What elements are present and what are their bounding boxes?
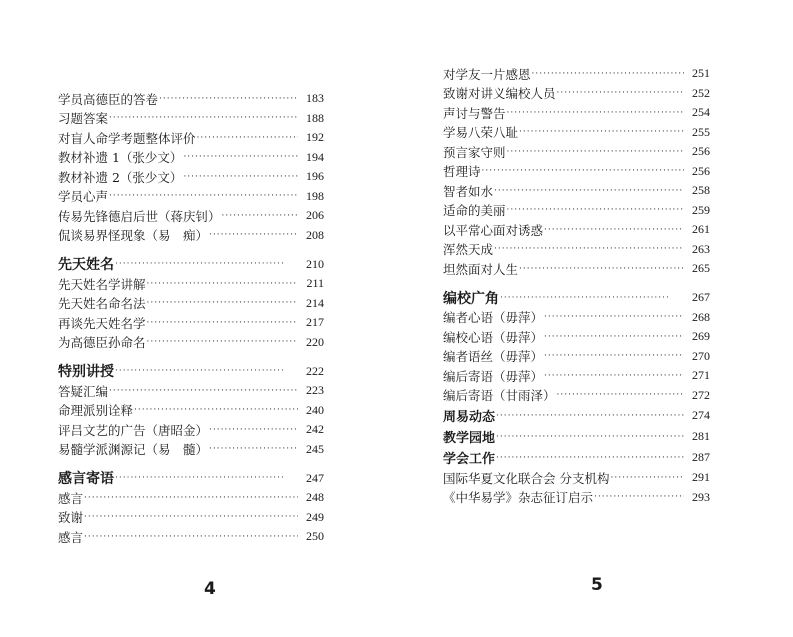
toc-entry-page: 240 — [306, 402, 324, 417]
toc-entry-page: 287 — [692, 450, 710, 464]
dot-leader — [544, 351, 684, 361]
toc-entry-title: 先天姓名学讲解 — [58, 276, 146, 292]
toc-entry — [58, 187, 324, 207]
toc-entry-page: 281 — [692, 429, 710, 443]
dot-leader — [147, 337, 298, 347]
toc-entry-page: 210 — [306, 256, 324, 271]
toc-entry — [443, 468, 710, 488]
dot-leader — [115, 473, 284, 483]
toc-entry-title: 智者如水 — [443, 183, 494, 199]
toc-entry-page: 258 — [692, 183, 710, 198]
dot-leader — [507, 205, 684, 215]
toc-entry-title: 哲理诗 — [443, 164, 481, 180]
dot-leader — [544, 312, 684, 322]
dot-leader — [594, 492, 684, 502]
toc-entry-page: 271 — [692, 368, 710, 383]
dot-leader — [115, 366, 284, 376]
toc-entry — [443, 240, 710, 260]
toc-entry — [443, 64, 710, 84]
toc-entry-title: 感言 — [58, 529, 84, 545]
toc-entry — [443, 347, 710, 367]
toc-entry — [58, 401, 324, 421]
toc-entry-page: 255 — [692, 124, 710, 139]
toc-entry — [443, 201, 710, 221]
toc-entry-page: 196 — [306, 169, 324, 184]
toc-entry-title: 编后寄语（毋萍） — [443, 368, 544, 384]
dot-leader — [109, 191, 298, 201]
toc-entry-page: 211 — [306, 276, 324, 291]
dot-leader — [183, 172, 298, 182]
toc-entry — [443, 259, 710, 279]
toc-entry — [58, 226, 324, 246]
toc-entry-page: 249 — [306, 509, 324, 524]
toc-entry-page: 251 — [692, 66, 710, 81]
toc-entry — [58, 294, 324, 314]
toc-entry-page: 263 — [692, 241, 710, 256]
toc-entry — [58, 89, 324, 109]
toc-entry-title: 先天姓名 — [58, 257, 114, 273]
dot-leader — [209, 444, 298, 454]
toc-entry — [58, 274, 324, 294]
toc-entry — [58, 508, 324, 528]
toc-entry-page: 208 — [306, 227, 324, 242]
toc-entry-title: 浑然天成 — [443, 242, 494, 258]
dot-leader — [544, 225, 684, 235]
toc-entry-title: 感言 — [58, 490, 84, 506]
toc-entry — [58, 148, 324, 168]
right-page-toc — [443, 64, 710, 507]
toc-section-heading — [443, 288, 710, 308]
toc-entry-title: 编校广角 — [443, 290, 499, 307]
toc-entry — [443, 366, 710, 386]
dot-leader — [115, 259, 284, 269]
dot-leader — [544, 332, 684, 342]
toc-entry-title: 致谢 — [58, 510, 84, 526]
dot-leader — [147, 298, 298, 308]
dot-leader — [197, 133, 298, 143]
toc-entry-page: 272 — [692, 387, 710, 402]
toc-entry-page: 194 — [306, 149, 324, 164]
toc-entry-title: 传易先锋德启后世（蒋庆钊） — [58, 208, 221, 224]
toc-entry — [58, 167, 324, 187]
toc-entry-page: 188 — [306, 110, 324, 125]
toc-entry — [443, 308, 710, 328]
toc-entry-title: 编校心语（毋萍） — [443, 329, 544, 345]
toc-entry-title: 教材补遗 2（张少文） — [58, 169, 183, 185]
toc-entry-title: 侃谈易界怪现象（易 痴） — [58, 228, 209, 244]
toc-entry-page: 256 — [692, 163, 710, 178]
toc-entry — [443, 181, 710, 201]
toc-entry — [443, 162, 710, 182]
dot-leader — [134, 405, 298, 415]
toc-entry-title: 以平常心面对诱惑 — [443, 222, 544, 238]
toc-entry-title: 易髓学派渊源记（易 髓） — [58, 442, 209, 458]
toc-entry-title: 学员心声 — [58, 189, 109, 205]
toc-entry-page: 252 — [692, 85, 710, 100]
toc-entry — [443, 488, 710, 508]
dot-leader — [84, 512, 298, 522]
toc-entry — [58, 440, 324, 460]
toc-entry-title: 学员高德臣的答卷 — [58, 91, 159, 107]
dot-leader — [159, 94, 298, 104]
toc-entry-page: 267 — [692, 290, 710, 304]
toc-section-heading — [58, 361, 324, 381]
toc-entry-title: 声讨与警告 — [443, 105, 506, 121]
toc-entry-title: 《中华易学》杂志征订启示 — [443, 490, 594, 506]
toc-entry — [443, 447, 710, 468]
toc-entry-page: 183 — [306, 91, 324, 106]
toc-entry — [58, 109, 324, 129]
toc-entry — [58, 488, 324, 508]
dot-leader — [494, 186, 684, 196]
toc-entry-page: 214 — [306, 295, 324, 310]
toc-entry-page: 192 — [306, 130, 324, 145]
dot-leader — [532, 69, 684, 79]
dot-leader — [496, 411, 684, 421]
toc-entry-page: 217 — [306, 315, 324, 330]
toc-entry-title: 先天姓名命名法 — [58, 296, 146, 312]
toc-entry-title: 答疑汇编 — [58, 383, 109, 399]
dot-leader — [209, 425, 298, 435]
dot-leader — [84, 532, 298, 542]
toc-entry-title: 致谢对讲义编校人员 — [443, 86, 556, 102]
toc-entry-page: 220 — [306, 334, 324, 349]
dot-leader — [84, 493, 298, 503]
toc-entry-page: 270 — [692, 348, 710, 363]
toc-entry — [443, 123, 710, 143]
toc-entry-title: 预言家守则 — [443, 144, 506, 160]
toc-entry-title: 命理派别诠释 — [58, 403, 134, 419]
toc-entry-title: 学会工作 — [443, 452, 496, 467]
toc-entry-title: 对盲人命学考题整体评价 — [58, 130, 196, 146]
dot-leader — [183, 152, 298, 162]
toc-entry — [443, 327, 710, 347]
dot-leader — [496, 453, 684, 463]
toc-entry-page: 198 — [306, 188, 324, 203]
toc-entry-page: 247 — [306, 470, 324, 485]
toc-entry — [58, 128, 324, 148]
toc-entry-title: 国际华夏文化联合会 分支机构 — [443, 470, 610, 486]
toc-entry — [443, 386, 710, 406]
toc-entry-page: 206 — [306, 208, 324, 223]
toc-entry-title: 特别讲授 — [58, 364, 114, 380]
toc-entry-page: 248 — [306, 490, 324, 505]
toc-entry-page: 293 — [692, 489, 710, 504]
toc-section-heading — [58, 254, 324, 274]
toc-entry — [443, 84, 710, 104]
dot-leader — [494, 244, 684, 254]
toc-entry-page: 256 — [692, 144, 710, 159]
page-number-right: 5 — [591, 575, 603, 595]
toc-entry-title: 坦然面对人生 — [443, 261, 519, 277]
toc-entry — [443, 103, 710, 123]
dot-leader — [610, 473, 684, 483]
toc-entry-title: 对学友一片感恩 — [443, 66, 531, 82]
toc-entry — [443, 405, 710, 426]
toc-entry-page: 269 — [692, 329, 710, 344]
toc-entry — [443, 142, 710, 162]
toc-entry-title: 周易动态 — [443, 410, 496, 425]
toc-entry-page: 242 — [306, 422, 324, 437]
toc-entry-page: 245 — [306, 441, 324, 456]
toc-entry — [443, 426, 710, 447]
dot-leader — [109, 113, 298, 123]
dot-leader — [507, 108, 684, 118]
toc-entry-page: 261 — [692, 222, 710, 237]
toc-entry-title: 教学园地 — [443, 431, 496, 446]
dot-leader — [222, 211, 298, 221]
toc-entry-page: 259 — [692, 202, 710, 217]
toc-entry-title: 为高德臣孙命名 — [58, 335, 146, 351]
toc-entry-page: 254 — [692, 105, 710, 120]
dot-leader — [544, 371, 684, 381]
dot-leader — [500, 293, 670, 303]
left-page-toc — [58, 89, 324, 547]
dot-leader — [209, 230, 298, 240]
toc-entry-title: 感言寄语 — [58, 471, 114, 487]
toc-entry-title: 编者心语（毋萍） — [443, 310, 544, 326]
toc-entry-page: 274 — [692, 408, 710, 422]
toc-entry-title: 适命的美丽 — [443, 203, 506, 219]
dot-leader — [557, 88, 684, 98]
dot-leader — [496, 432, 684, 442]
toc-entry-page: 291 — [692, 470, 710, 485]
toc-entry-title: 评吕文艺的广告（唐昭金） — [58, 422, 209, 438]
dot-leader — [482, 166, 684, 176]
toc-entry-page: 265 — [692, 261, 710, 276]
dot-leader — [109, 386, 298, 396]
toc-entry-title: 学易八荣八耻 — [443, 125, 519, 141]
dot-leader — [557, 390, 684, 400]
dot-leader — [519, 264, 684, 274]
toc-entry — [58, 381, 324, 401]
toc-entry — [443, 220, 710, 240]
toc-entry — [58, 333, 324, 353]
toc-entry — [58, 420, 324, 440]
dot-leader — [147, 318, 298, 328]
toc-entry-title: 编后寄语（甘雨泽） — [443, 388, 556, 404]
dot-leader — [507, 147, 684, 157]
toc-entry-title: 习题答案 — [58, 111, 109, 127]
toc-entry-page: 222 — [306, 363, 324, 378]
toc-entry-page: 250 — [306, 529, 324, 544]
toc-entry-page: 268 — [692, 309, 710, 324]
toc-entry — [58, 527, 324, 547]
toc-entry-title: 再谈先天姓名学 — [58, 315, 146, 331]
toc-entry — [58, 313, 324, 333]
toc-entry-page: 223 — [306, 383, 324, 398]
dot-leader — [147, 279, 298, 289]
dot-leader — [519, 127, 684, 137]
page-number-left: 4 — [204, 579, 216, 599]
toc-entry — [58, 206, 324, 226]
toc-section-heading — [58, 468, 324, 488]
toc-entry-title: 教材补遗 1（张少文） — [58, 150, 183, 166]
toc-entry-title: 编者语丝（毋萍） — [443, 349, 544, 365]
